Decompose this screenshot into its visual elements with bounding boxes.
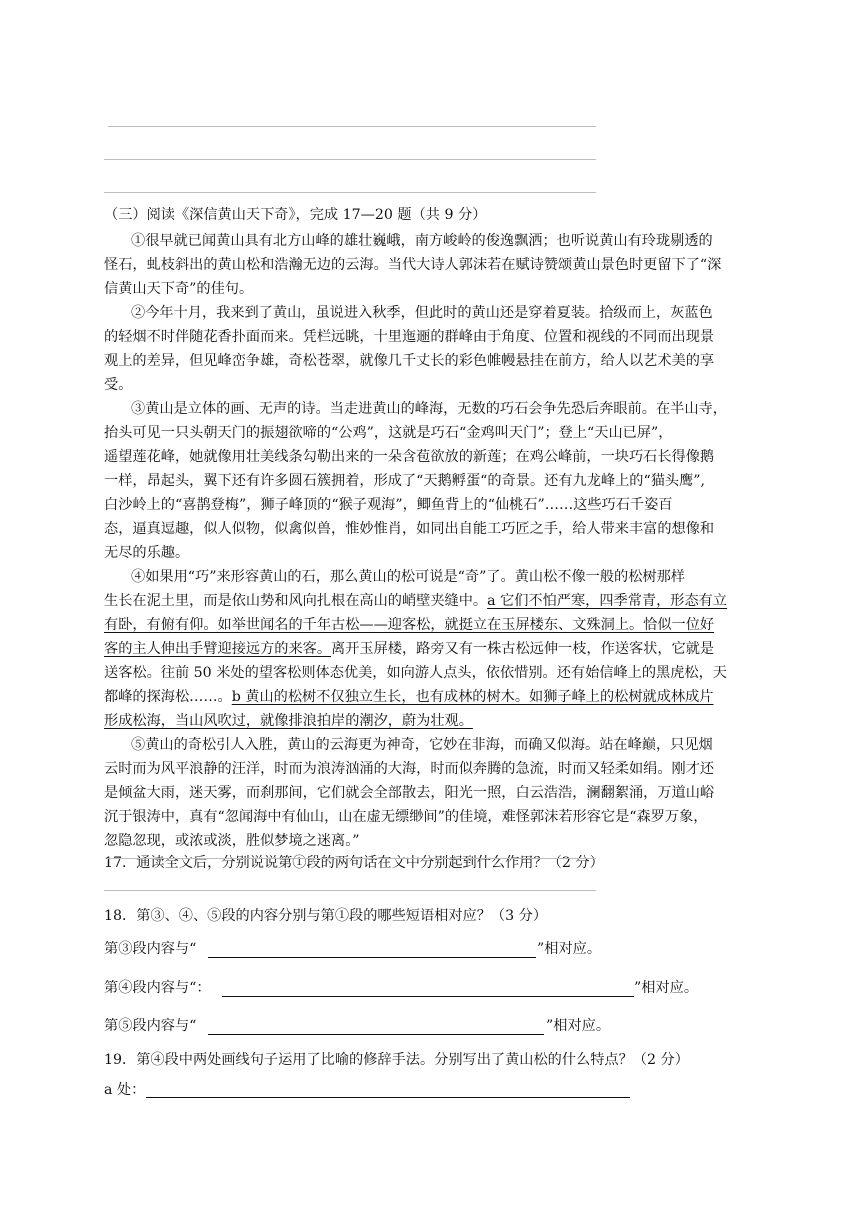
underlined-sentence-b: 形成松海，当山风吹过，就像排浪拍岸的潮汐，蔚为壮观。 xyxy=(104,713,473,729)
p2-line: 的轻烟不时伴随花香扑面而来。凭栏远眺，十里迤逦的群峰由于角度、位置和视线的不同而出现景 xyxy=(104,329,715,345)
q18-blank-5[interactable] xyxy=(208,1034,544,1035)
p5-line: ⑤黄山的奇松引人入胜，黄山的云海更为神奇，它妙在非海，而确又似海。站在峰巅，只见烟 xyxy=(131,737,713,753)
question-18: 18．第③、④、⑤段的内容分别与第①段的哪些短语相对应？（3 分） xyxy=(104,908,548,924)
p4-text: 离开玉屏楼，路旁又有一株古松远伸一枝，作送客状，它就是 xyxy=(331,641,715,657)
p4-text: 都峰的探海松……。 xyxy=(104,689,232,705)
p5-line: 是倾盆大雨，迷天雾，而刹那间，它们就会全部散去，阳光一照，白云浩浩，澜翻絮涌，万道山峪 xyxy=(104,785,715,801)
answer-line[interactable] xyxy=(108,858,596,859)
p5-line: 沉于银涛中，真有“忽闻海中有仙山，山在虚无缥缈间”的佳境，难怪郭沫若形容它是“森罗万象， xyxy=(104,809,708,825)
q18-answer-3-suffix: ”相对应。 xyxy=(537,941,602,957)
underlined-sentence-a: 客的主人伸出手臂迎接远方的来客。 xyxy=(104,641,332,657)
p1-line: ①很早就已闻黄山具有北方山峰的雄壮巍峨，南方峻岭的俊逸飘洒；也听说黄山有玲珑剔透的 xyxy=(131,233,713,249)
p3-line: 态，逼真逗趣，似人似物，似禽似兽，惟妙惟肖，如同出自能工巧匠之手，给人带来丰富的想像和 xyxy=(104,521,715,537)
p4-line xyxy=(104,639,714,659)
q18-answer-5: 第⑤段内容与“ xyxy=(104,1018,197,1034)
p1-line: 怪石，虬枝斜出的黄山松和浩瀚无边的云海。当代大诗人郭沫若在赋诗赞颂黄山景色时更留下了“深 xyxy=(104,257,722,273)
p5-line: 忽隐忽现，或浓或淡，胜似梦境之迷离。” xyxy=(104,833,360,849)
section-heading: （三）阅读《深信黄山天下奇》，完成 17—20 题（共 9 分） xyxy=(104,207,487,223)
p3-line: 遥望莲花峰，她就像用壮美线条勾勒出来的一朵含苞欲放的新莲；在鸡公峰前，一块巧石长得像鹅 xyxy=(104,449,715,465)
p4-line: 送客松。往前 50 米处的望客松则体态优美，如向游人点头，依依惜别。还有始信峰上的黑虎松，天 xyxy=(104,665,727,681)
q18-blank-4[interactable] xyxy=(222,996,634,997)
underlined-sentence-a: a 它们不怕严寒，四季常青，形态有立 xyxy=(487,593,728,609)
p3-line: ③黄山是立体的画、无声的诗。当走进黄山的峰海，无数的巧石会争先恐后奔眼前。在半山寺， xyxy=(131,401,727,417)
answer-line xyxy=(104,159,596,160)
p4-line: ④如果用“巧”来形容黄山的石，那么黄山的松可说是“奇”了。黄山松不像一般的松树那样 xyxy=(131,569,685,585)
q18-answer-3: 第③段内容与“ xyxy=(104,941,197,957)
p3-line: 抬头可见一只头朝天门的振翅欲啼的“公鸡”，这就是巧石“金鸡叫天门”；登上“天山已屏”， xyxy=(104,425,673,441)
answer-line xyxy=(108,126,596,127)
p2-line: ②今年十月，我来到了黄山，虽说进入秋季，但此时的黄山还是穿着夏装。拾级而上，灰蓝色 xyxy=(131,305,713,321)
p4-text: 生长在泥土里，而是依山势和风向扎根在高山的峭壁夹缝中。 xyxy=(104,593,488,609)
p2-line: 受。 xyxy=(104,377,133,393)
q19-blank-a[interactable] xyxy=(146,1097,630,1098)
question-17: 17．通读全文后，分别说说第①段的两句话在文中分别起到什么作用？（2 分） xyxy=(104,855,604,871)
q19-answer-a-label: a 处： xyxy=(104,1082,146,1098)
p4-line xyxy=(104,591,727,611)
q18-answer-5-suffix: ”相对应。 xyxy=(546,1018,611,1034)
p3-line: 白沙岭上的“喜鹊登梅”，狮子峰顶的“猴子观海”，鲫鱼背上的“仙桃石”……这些巧石千姿百 xyxy=(104,497,673,513)
answer-line[interactable] xyxy=(104,890,596,891)
p1-line: 信黄山天下奇”的佳句。 xyxy=(104,281,254,297)
q18-answer-4: 第④段内容与“： xyxy=(104,980,211,996)
underlined-sentence-a: 有卧，有俯有仰。如举世闻名的千年古松——迎客松，就挺立在玉屏楼东、文殊洞上。恰似一位好 xyxy=(104,617,715,633)
q18-blank-3[interactable] xyxy=(208,957,536,958)
q18-answer-4-suffix: ”相对应。 xyxy=(634,980,699,996)
p3-line: 一样，昂起头，翼下还有许多圆石簇拥着，形成了“天鹅孵蛋“的奇景。还有九龙峰上的“猫头鹰”, xyxy=(104,473,706,489)
p5-line: 云时而为风平浪静的汪洋，时而为浪涛汹涌的大海，时而似奔腾的急流，时而又轻柔如绢。刚才还 xyxy=(104,761,715,777)
p3-line: 无尽的乐趣。 xyxy=(104,545,190,561)
p2-line: 观上的差异，但见峰峦争雄，奇松苍翠，就像几千丈长的彩色帷幔悬挂在前方，给人以艺术美的享 xyxy=(104,353,715,369)
p4-line xyxy=(104,687,714,707)
answer-line xyxy=(104,192,596,193)
question-19: 19．第④段中两处画线句子运用了比喻的修辞手法。分别写出了黄山松的什么特点？（2 分） xyxy=(104,1052,689,1068)
underlined-sentence-b: b 黄山的松树不仅独立生长，也有成林的树木。如狮子峰上的松树就成林成片 xyxy=(231,689,714,705)
